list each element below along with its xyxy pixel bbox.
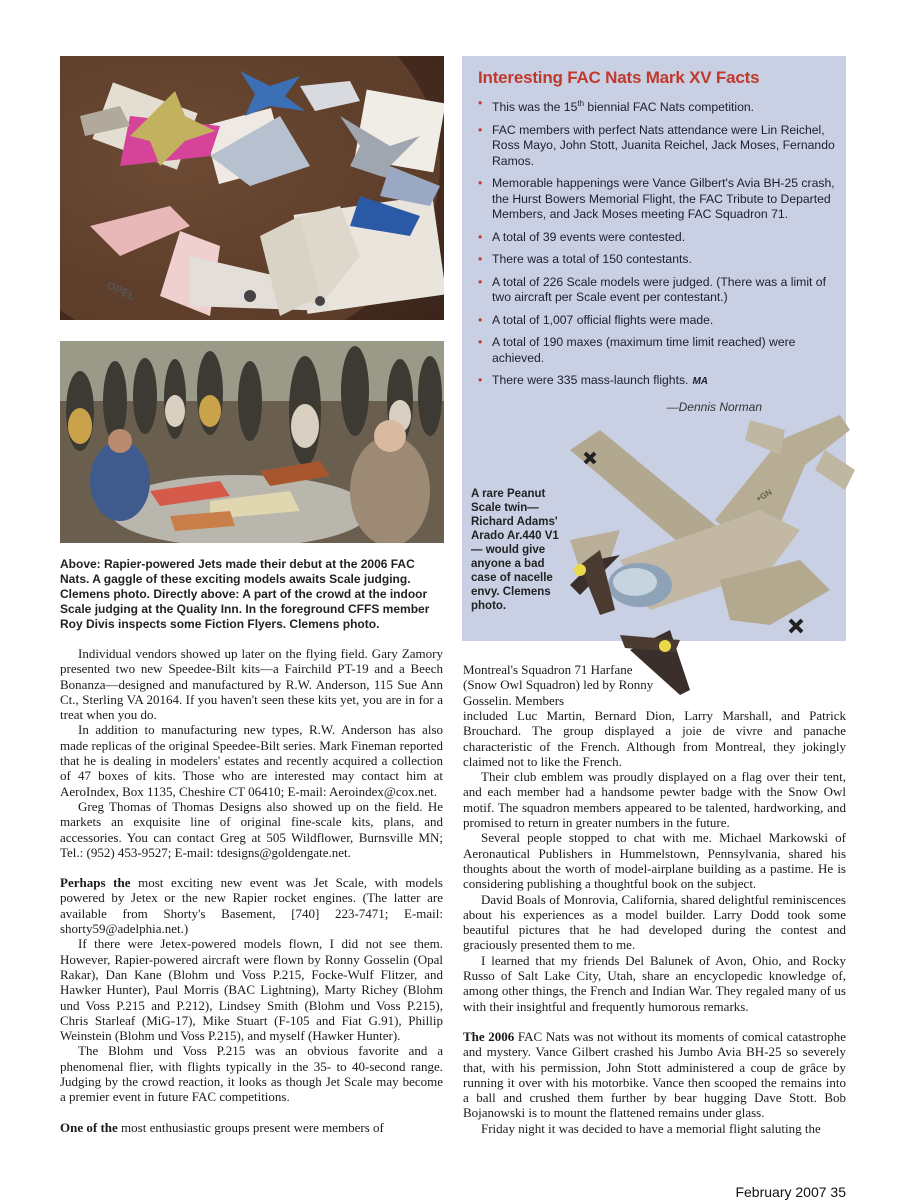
fact-item: • A total of 39 events were contested. [476,230,836,246]
paragraph: David Boals of Monrovia, California, shared delightful reminiscences about his experiences as a model builder. Larry Dodd took some beautiful pictures that he had developed during the contest and graciously presented them to me. [463,891,846,953]
paragraph [60,1120,443,1135]
arado-model-illustration [540,410,860,695]
fact-item: • This was the 15th biennial FAC Nats competition. [476,96,836,116]
opel-marking: OPEL [104,279,137,304]
facts-title: Interesting FAC Nats Mark XV Facts [478,68,760,87]
facts-list [476,96,836,397]
paragraph: If there were Jetex-powered models flown, I did not see them. However, Rapier-powered aircraft were flown by Ronny Gosselin (Opal Rakar), Dan Kane (Blohm und Voss P.215, Focke-Wulf Flitzer, and Hawker Hunter), Paul Morris (BAC Lightning), Marty Richey (Blohm und Voss P.215 and P.212), Lindsey Smith (Blohm und Voss P.215), Chris Starleaf (MiG-17), Mike Stuart (F-105 and Fiat G.91), Phillip Weinstein (Blohm und Voss P.215), and myself (Hawker Hunter). [60,936,443,1044]
paragraph-text: most exciting new event was Jet Scale, with models powered by Jetex or the new Rapier rocket engines. (The latter are available from Shorty's Basement, [740] 223-7471; E-mail: shorty59@adelphia.net.) [60,875,443,937]
fact-item: • A total of 1,007 official flights were made. [476,313,836,329]
paragraph-text: FAC Nats was not without its moments of comical catastrophe and mystery. Vance Gilbert crashed his Jumbo Avia BH-25 so severely that, with his permission, John Stott administered a coup de grâce by running it over with his motorbike. Vance then scooped the remains into a ball and crushed them further by bear hugging Dave Stott. Bob Bojanowski is to mount the flattened remains under glass. [463,1028,846,1121]
fact-item: • A total of 226 Scale models were judged. (There was a limit of two aircraft per Scale event per contestant.) [476,275,836,306]
page-footer: February 2007 35 [735,1184,846,1200]
article-column-left [60,646,443,1135]
aircraft-code-marking: +GN [754,487,774,504]
fact-item: • FAC members with perfect Nats attendance were Lin Reichel, Ross Mayo, John Stott, Juanita Reichel, Jack Moses, Fernando Ramos. [476,123,836,170]
paragraph: Individual vendors showed up later on the flying field. Gary Zamory presented two new Speedee-Bilt kits—a Fairchild PT-19 and a Beech Bonanza—designed and manufactured by R.W. Anderson, 115 Sue Ann Ct., Sterling VA 20164. If you haven't seen these kits yet, you are in for a treat when you do. [60,646,443,723]
paragraph: Greg Thomas of Thomas Designs also showed up on the field. He markets an exquisite line of original fine-scale kits, plans, and accessories. You can contact Greg at 505 Wildflower, Burnsville MN; Tel.: (952) 453-9527; E-mail: tdesigns@goldengate.net. [60,798,443,860]
paragraph: The Blohm und Voss P.215 was an obvious favorite and a phenomenal flier, with flights typically in the 35- to 40-second range. Judging by the crowd reaction, it looks as though Jet Scale may become a premier event in future FAC competitions. [60,1043,443,1105]
jet-models-illustration [60,56,444,320]
lead-in: Perhaps the [60,875,131,891]
jet-models-photo [60,56,444,320]
paragraph [60,875,443,936]
paragraph: Their club emblem was proudly displayed on a flag over their tent, and each member had a handsome pewter badge with the Snow Owl motif. The squadron members appeared to be talented, hardworking, and promised to return in greater numbers in the future. [463,769,846,831]
end-mark: MA [692,376,709,388]
paragraph: I learned that my friends Del Balunek of Avon, Ohio, and Rocky Russo of Salt Lake City, Utah, share an encyclopedic knowledge of, among other things, the French and Indian War. They regaled many of us with their insightful and frequently humorous remarks. [463,952,846,1014]
photo-caption-left: Above: Rapier-powered Jets made their debut at the 2006 FAC Nats. A gaggle of these exciting models awaits Scale judging. Clemens photo. Directly above: A part of the crowd at the indoor Scale judging at the Quality Inn. In the foreground CFFS member Roy Divis inspects some Fiction Flyers. Clemens photo. [60,557,430,631]
fact-item: • Memorable happenings were Vance Gilbert's Avia BH-25 crash, the Hurst Bowers Memorial Flight, the FAC Tribute to Departed Members, and Jack Moses meeting FAC Squadron 71. [476,176,836,223]
paragraph: included Luc Martin, Bernard Dion, Larry Marshall, and Patrick Brouchard. The group displayed a joie de vivre and panache characteristic of the French. Although from Montreal, they jokingly claimed not to like the French. [463,708,846,769]
paragraph-text: most enthusiastic groups present were members of [117,1119,384,1135]
paragraph: Friday night it was decided to have a memorial flight saluting the [481,1120,821,1136]
crowd-photo [60,341,444,543]
photo-caption-right: A rare Peanut Scale twin— Richard Adams' Arado Ar.440 V1— would give anyone a bad case of nacelle envy. Clemens photo. [471,488,559,612]
article-column-right [463,708,846,1136]
fact-item: • There were 335 mass-launch flights. MA [476,373,836,390]
facts-byline: —Dennis Norman [666,400,762,414]
paragraph [463,1029,846,1121]
crowd-illustration [60,341,444,543]
paragraph: Several people stopped to chat with me. Michael Markowski of Aeronautical Publishers in Hummelstown, Pennsylvania, shared his thoughts about the worth of model-airplane building as a pastime. He is considering publishing a thoughtful book on the subject. [463,830,846,892]
fact-item: • A total of 190 maxes (maximum time limit reached) were achieved. [476,335,836,366]
lead-in: One of the [60,1119,118,1135]
article-column-right-top [463,662,655,708]
paragraph: In addition to manufacturing new types, R.W. Anderson has also made replicas of the original Speedee-Bilt series. Mark Fineman reported that he is dealing in modelers' estates and recently acquired a collection of 47 boxes of kits. Those who are interested may contact him at AeroIndex, Box 1135, Cheshire CT 06410; E-mail: Aeroindex@cox.net. [60,722,443,799]
paragraph: Montreal's Squadron 71 Harfane (Snow Owl Squadron) led by Ronny Gosselin. Members [463,662,654,708]
fact-item: • There was a total of 150 contestants. [476,252,836,268]
lead-in: The 2006 [463,1028,515,1044]
